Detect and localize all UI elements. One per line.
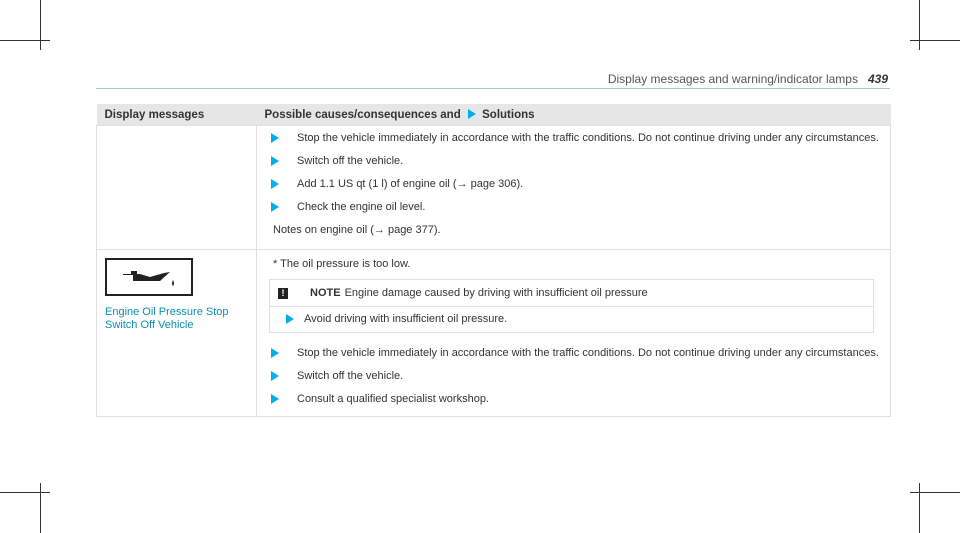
crop-mark bbox=[919, 483, 920, 533]
oil-can-icon bbox=[105, 258, 248, 299]
crop-mark bbox=[910, 40, 960, 41]
note-text: Engine damage caused by driving with insufficient oil pressure bbox=[344, 287, 648, 299]
solution-step bbox=[257, 347, 880, 360]
solutions-cell bbox=[257, 126, 891, 250]
page-number: 439 bbox=[867, 72, 888, 86]
col-header-display-messages: Display messages bbox=[97, 104, 257, 126]
note-step bbox=[270, 313, 873, 326]
solution-step-text: Switch off the vehicle. bbox=[297, 370, 404, 382]
col-header-causes bbox=[257, 104, 891, 126]
solution-step bbox=[257, 370, 880, 383]
crop-mark bbox=[919, 0, 920, 50]
table-row bbox=[97, 126, 891, 250]
play-arrow-icon bbox=[271, 348, 279, 358]
solution-step bbox=[257, 178, 880, 191]
empty-message-cell bbox=[97, 126, 257, 250]
causes-solutions-cell bbox=[257, 250, 891, 417]
solution-step-text: Add 1.1 US qt (1 l) of engine oil (→ page 306). bbox=[297, 178, 524, 190]
messages-table bbox=[96, 104, 891, 417]
solution-step bbox=[257, 155, 880, 168]
note-step-text: Avoid driving with insufficient oil pressure. bbox=[304, 313, 508, 325]
solution-step bbox=[257, 132, 880, 145]
crop-mark bbox=[40, 0, 41, 50]
solution-step-text: Stop the vehicle immediately in accordance with the traffic conditions. Do not continue driving under any circumstances. bbox=[297, 132, 879, 144]
note-box bbox=[269, 279, 874, 333]
section-title: Display messages and warning/indicator lamps bbox=[607, 72, 858, 86]
solution-step-text: Consult a qualified specialist workshop. bbox=[297, 393, 489, 405]
play-arrow-icon bbox=[271, 133, 279, 143]
solution-step bbox=[257, 201, 880, 214]
crop-mark bbox=[910, 492, 960, 493]
warning-icon: ! bbox=[278, 288, 288, 299]
message-line-2: Switch Off Vehicle bbox=[105, 319, 194, 331]
solution-step-text: Check the engine oil level. bbox=[297, 201, 426, 213]
play-arrow-icon bbox=[271, 202, 279, 212]
play-arrow-icon bbox=[271, 179, 279, 189]
table-header-row bbox=[97, 104, 891, 126]
crop-mark bbox=[0, 492, 50, 493]
cause-text: * The oil pressure is too low. bbox=[273, 258, 411, 270]
play-arrow-icon bbox=[468, 109, 476, 119]
solution-step bbox=[257, 393, 880, 406]
crop-mark bbox=[0, 40, 50, 41]
running-header bbox=[608, 72, 888, 86]
header-rule bbox=[96, 88, 890, 89]
solution-step-text: Switch off the vehicle. bbox=[297, 155, 404, 167]
engine-oil-notes-link[interactable]: Notes on engine oil (→ page 377). bbox=[273, 224, 441, 236]
message-line-1: Engine Oil Pressure Stop bbox=[105, 306, 229, 318]
solution-step-text: Stop the vehicle immediately in accordance with the traffic conditions. Do not continue driving under any circumstances. bbox=[297, 347, 879, 359]
crop-mark bbox=[40, 483, 41, 533]
note-title: NOTE bbox=[310, 287, 341, 299]
col-header-causes-text: Possible causes/consequences and bbox=[264, 108, 461, 121]
play-arrow-icon bbox=[271, 394, 279, 404]
play-arrow-icon bbox=[286, 314, 294, 324]
play-arrow-icon bbox=[271, 156, 279, 166]
message-cell bbox=[97, 250, 257, 417]
table-row bbox=[97, 250, 891, 417]
play-arrow-icon bbox=[271, 371, 279, 381]
col-header-solutions-text: Solutions bbox=[482, 108, 535, 121]
note-body bbox=[270, 313, 873, 332]
note-header bbox=[270, 280, 873, 307]
